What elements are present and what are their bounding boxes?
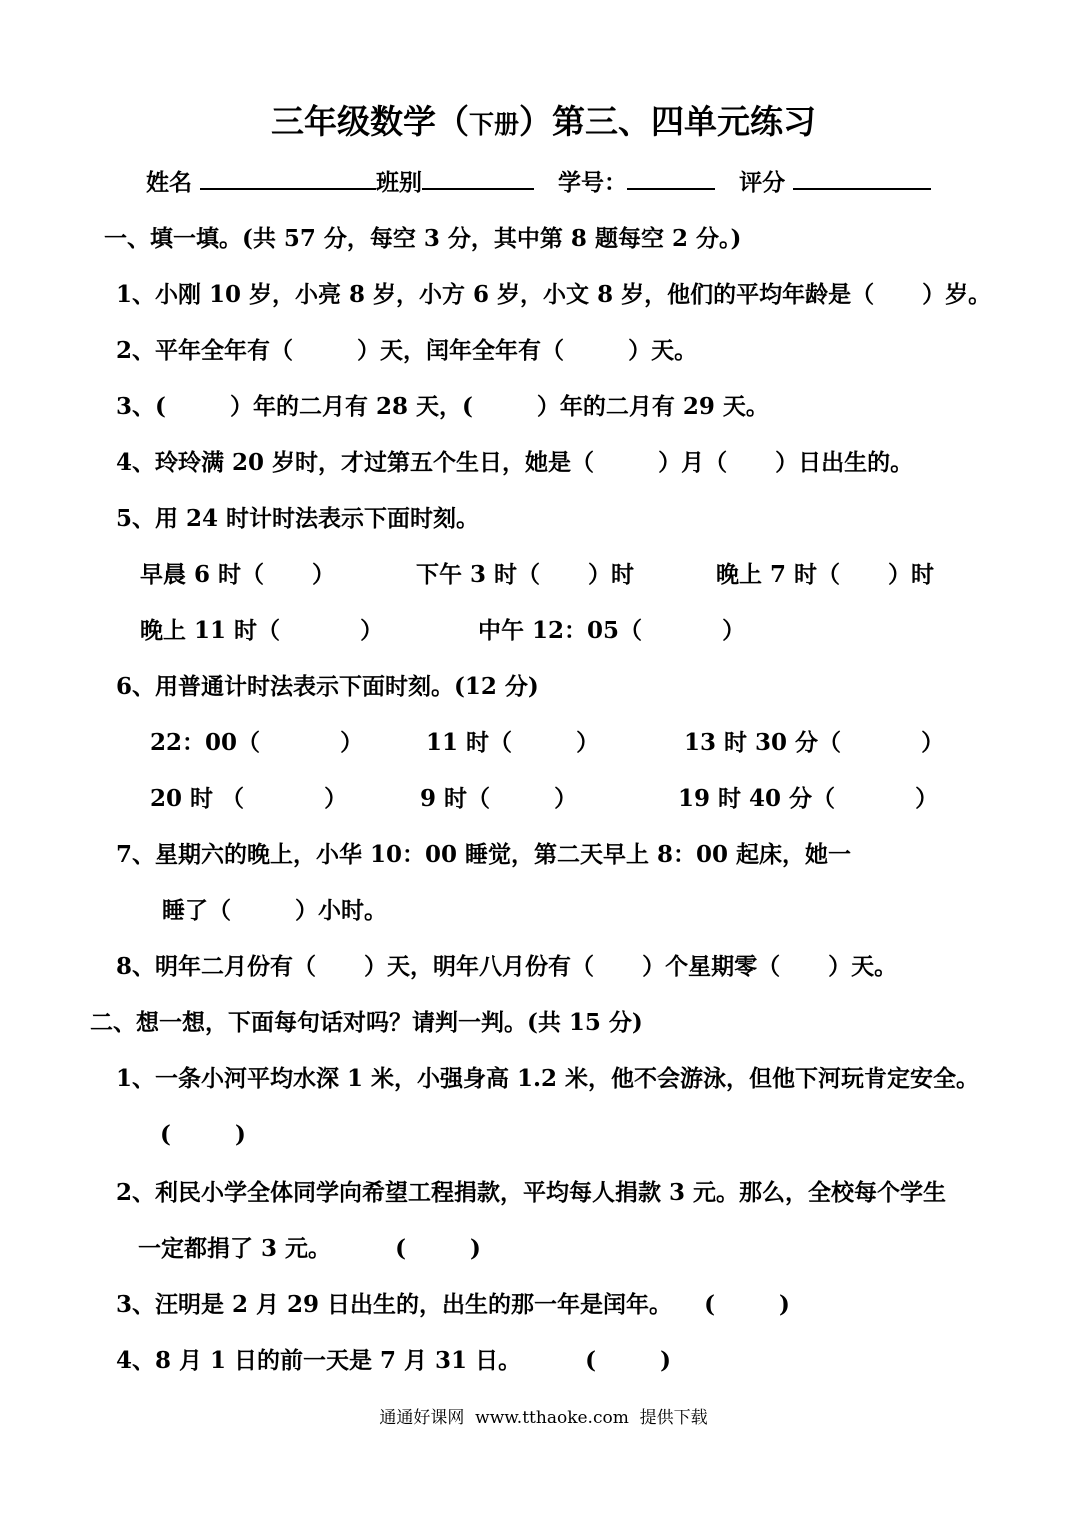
- s1-question-4: 4、玲玲满 20 岁时，才过第五个生日，她是（ ）月（ ）日出生的。: [116, 449, 914, 476]
- id-label: 学号：: [558, 169, 628, 196]
- s1-question-7-line1: 7、星期六的晚上，小华 10：00 睡觉，第二天早上 8：00 起床，她一: [116, 841, 852, 868]
- score-blank[interactable]: [793, 166, 931, 190]
- id-blank[interactable]: [627, 166, 715, 190]
- page-title: [0, 100, 1087, 147]
- title-part3: ）第三、四单元练习: [519, 102, 816, 141]
- s1-question-3: 3、( ）年的二月有 28 天，( ）年的二月有 29 天。: [116, 393, 769, 420]
- page-footer: 通通好课网 www.tthaoke.com 提供下载: [379, 1408, 708, 1428]
- s1-q5-item-d: 晚上 11 时（ ）: [140, 617, 384, 644]
- s1-question-2: 2、平年全年有（ ）天，闰年全年有（ ）天。: [116, 337, 698, 364]
- s1-q5-item-c: 晚上 7 时（ ）时: [716, 561, 935, 588]
- name-label: 姓名: [146, 169, 192, 196]
- s1-q5-item-e: 中午 12：05（ ）: [478, 617, 746, 644]
- s1-q6-item-a: 22：00（ ）: [150, 729, 364, 756]
- s1-q6-item-d: 20 时 （ ）: [150, 785, 348, 812]
- class-blank[interactable]: [422, 166, 534, 190]
- s1-question-7-line2: 睡了（ ）小时。: [162, 897, 388, 924]
- s1-q6-item-e: 9 时（ ）: [420, 785, 578, 812]
- s1-question-8: 8、明年二月份有（ ）天，明年八月份有（ ）个星期零（ ）天。: [116, 953, 898, 980]
- info-row: [146, 166, 931, 198]
- title-part1: 三年级数学（: [270, 102, 469, 141]
- s1-question-1: 1、小刚 10 岁，小亮 8 岁，小方 6 岁，小文 8 岁，他们的平均年龄是（ ）岁。: [116, 281, 992, 308]
- s1-question-5: 5、用 24 时计时法表示下面时刻。: [116, 505, 480, 532]
- section2-heading: 二、想一想，下面每句话对吗？请判一判。(共 15 分): [90, 1009, 643, 1036]
- s1-q6-item-f: 19 时 40 分（ ）: [678, 785, 939, 812]
- score-label: 评分: [739, 169, 786, 196]
- s2-question-4: 4、8 月 1 日的前一天是 7 月 31 日。 ( ): [116, 1347, 671, 1374]
- s2-question-1-line1: 1、一条小河平均水深 1 米，小强身高 1.2 米，他不会游泳，但他下河玩肯定安全。: [116, 1065, 980, 1092]
- s2-question-1-line2: ( ): [160, 1121, 246, 1148]
- s1-q5-item-a: 早晨 6 时（ ）: [140, 561, 336, 588]
- s1-q6-item-b: 11 时（ ）: [426, 729, 600, 756]
- title-part2: 下册: [468, 110, 519, 139]
- s2-question-2-line1: 2、利民小学全体同学向希望工程捐款，平均每人捐款 3 元。那么，全校每个学生: [116, 1179, 947, 1206]
- section1-heading: 一、填一填。(共 57 分，每空 3 分，其中第 8 题每空 2 分。): [104, 225, 742, 252]
- s1-question-6: 6、用普通计时法表示下面时刻。(12 分): [116, 673, 539, 700]
- s1-q5-item-b: 下午 3 时（ ）时: [416, 561, 635, 588]
- class-label: 班别: [376, 169, 423, 196]
- s1-q6-item-c: 13 时 30 分（ ）: [684, 729, 945, 756]
- s2-question-2-line2: 一定都捐了 3 元。 ( ): [138, 1235, 481, 1262]
- s2-question-3: 3、汪明是 2 月 29 日出生的，出生的那一年是闰年。 ( ): [116, 1291, 790, 1318]
- name-blank[interactable]: [200, 166, 376, 190]
